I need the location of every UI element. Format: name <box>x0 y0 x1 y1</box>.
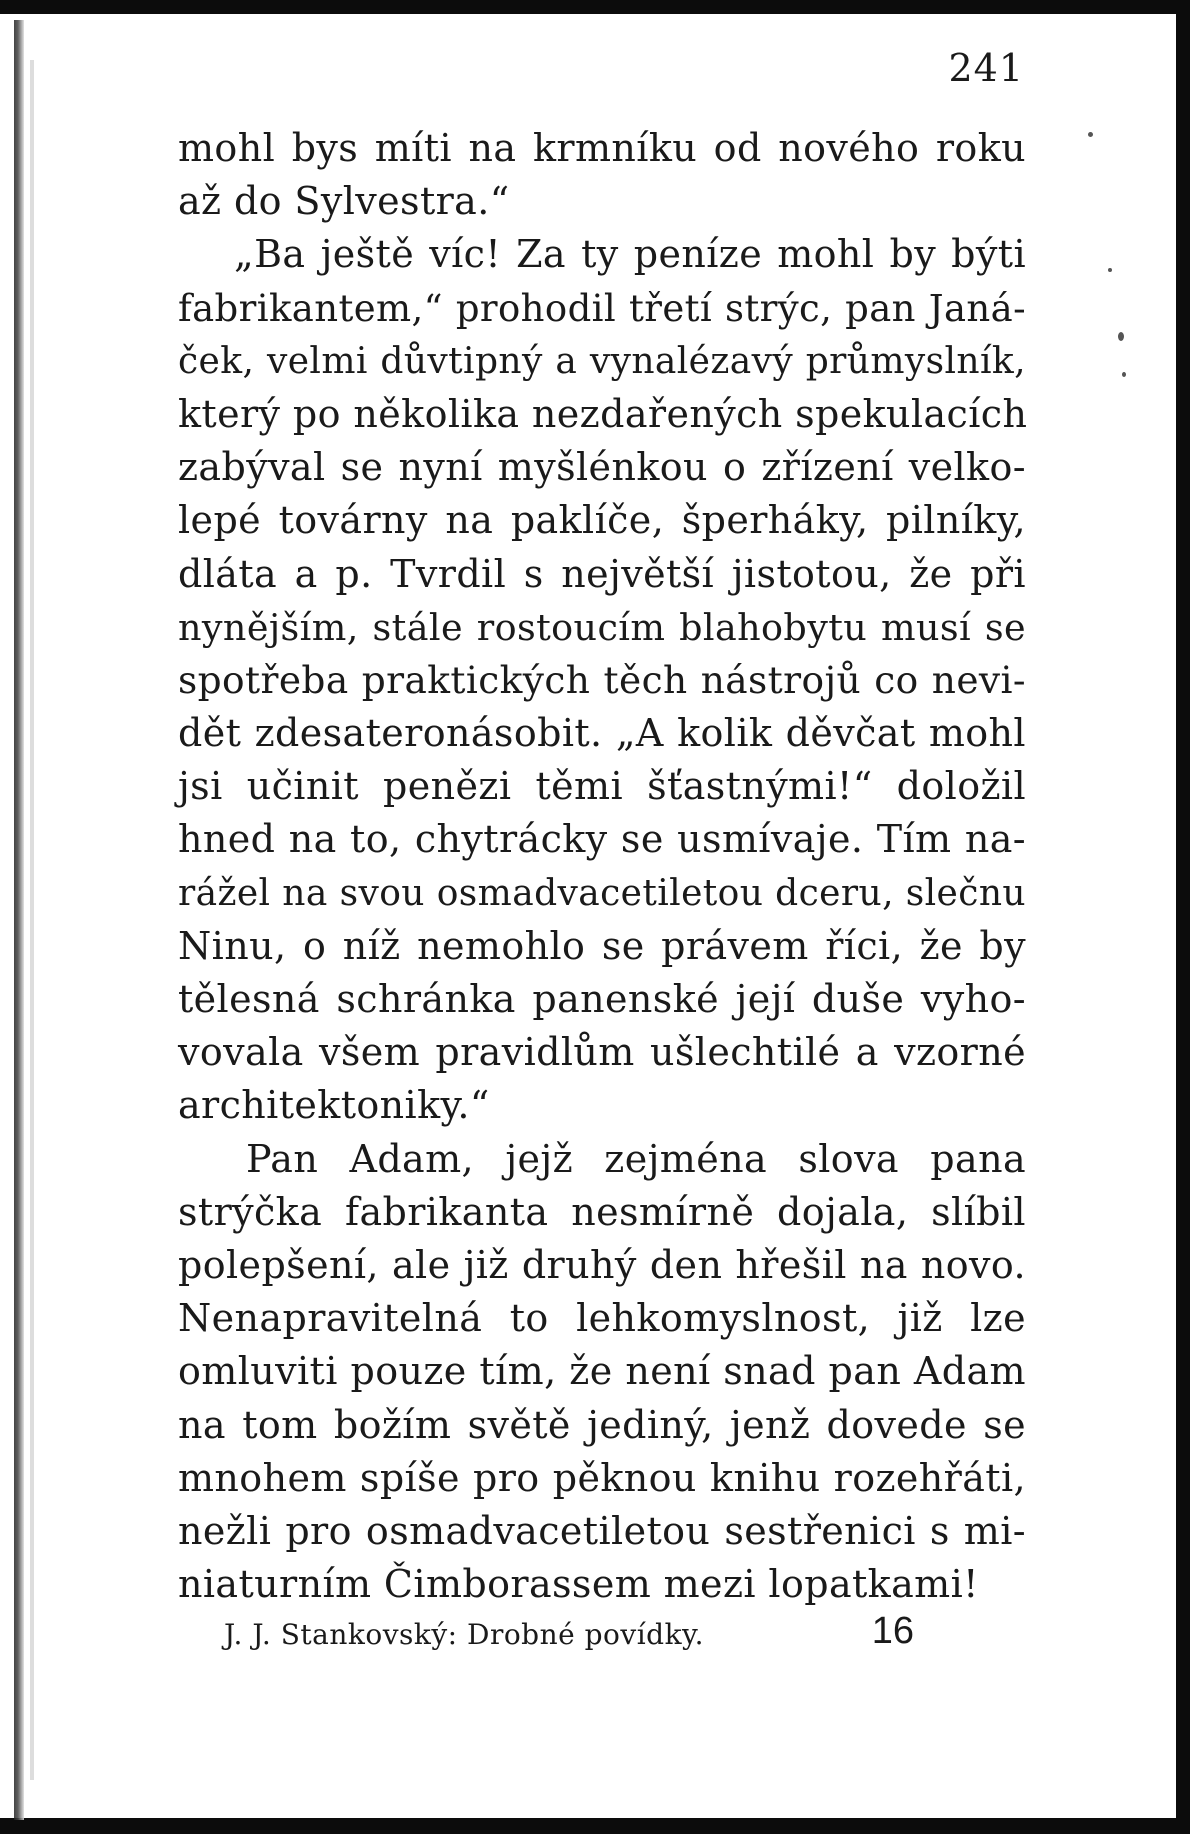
text-line: polepšení, ale již druhý den hřešil na novo. <box>178 1242 1026 1287</box>
text-line: Nenapravitelná to lehkomyslnost, již lze <box>178 1296 1026 1341</box>
text-line: Ninu, o níž nemohlo se právem říci, že by <box>178 923 1026 968</box>
text-line: fabrikantem,“ prohodil třetí strýc, pan Janá- <box>178 286 1026 330</box>
sheet-number: 16 <box>871 1610 914 1652</box>
binding-shadow <box>30 60 34 1780</box>
text-line: ček, velmi důvtipný a vynalézavý průmyslník, <box>178 340 1026 382</box>
text-line: architektoniky.“ <box>178 1083 490 1128</box>
text-line: lepé továrny na paklíče, šperháky, pilníky, <box>178 498 1026 543</box>
scan-speck <box>1108 268 1112 272</box>
text-line: niaturním Čimborassem mezi lopatkami! <box>178 1562 979 1607</box>
text-line: strýčka fabrikanta nesmírně dojala, slíbil <box>178 1189 1026 1234</box>
page-footer <box>224 1610 914 1660</box>
scan-speck <box>1122 372 1126 377</box>
text-line: Pan Adam, jejž zejména slova pana <box>246 1136 1026 1181</box>
text-line: který po několika nezdařených spekulacích <box>178 391 1028 436</box>
scan-speck <box>1088 132 1093 137</box>
text-line: mnohem spíše pro pěknou knihu rozehřáti, <box>178 1455 1026 1500</box>
text-line: hned na to, chytrácky se usmívaje. Tím na- <box>178 817 1026 862</box>
scan-speck <box>1118 332 1124 341</box>
text-line: vovala všem pravidlům ušlechtilé a vzorné <box>178 1030 1026 1075</box>
text-line: „Ba ještě víc! Za ty peníze mohl by býti <box>234 232 1026 277</box>
text-line: nynějším, stále rostoucím blahobytu musí se <box>178 605 1026 649</box>
text-line: omluviti pouze tím, že není snad pan Adam <box>178 1349 1026 1394</box>
text-line: mohl bys míti na krmníku od nového roku <box>178 126 1026 170</box>
text-line: zabýval se nyní myšlénkou o zřízení velko- <box>178 445 1026 490</box>
text-line: rážel na svou osmadvacetiletou dceru, slečnu <box>178 872 1026 914</box>
text-line: spotřeba praktických těch nástrojů co nevi- <box>178 657 1026 702</box>
text-line: na tom božím světě jediný, jenž dovede se <box>178 1402 1026 1447</box>
page-number: 241 <box>948 46 1024 90</box>
text-line: až do Sylvestra.“ <box>178 179 510 224</box>
body-text <box>178 122 1026 1611</box>
footer-signature: J. J. Stankovský: Drobné povídky. <box>224 1618 705 1651</box>
text-line: nežli pro osmadvacetiletou sestřenici s mi- <box>178 1508 1026 1553</box>
text-line: tělesná schránka panenské její duše vyho- <box>178 977 1026 1021</box>
text-line: jsi učinit penězi těmi šťastnými!“ doložil <box>178 764 1026 809</box>
book-binding-edge <box>14 20 24 1820</box>
text-line: dláta a p. Tvrdil s největší jistotou, že při <box>178 551 1026 596</box>
text-line: dět zdesateronásobit. „A kolik děvčat mohl <box>178 711 1026 756</box>
